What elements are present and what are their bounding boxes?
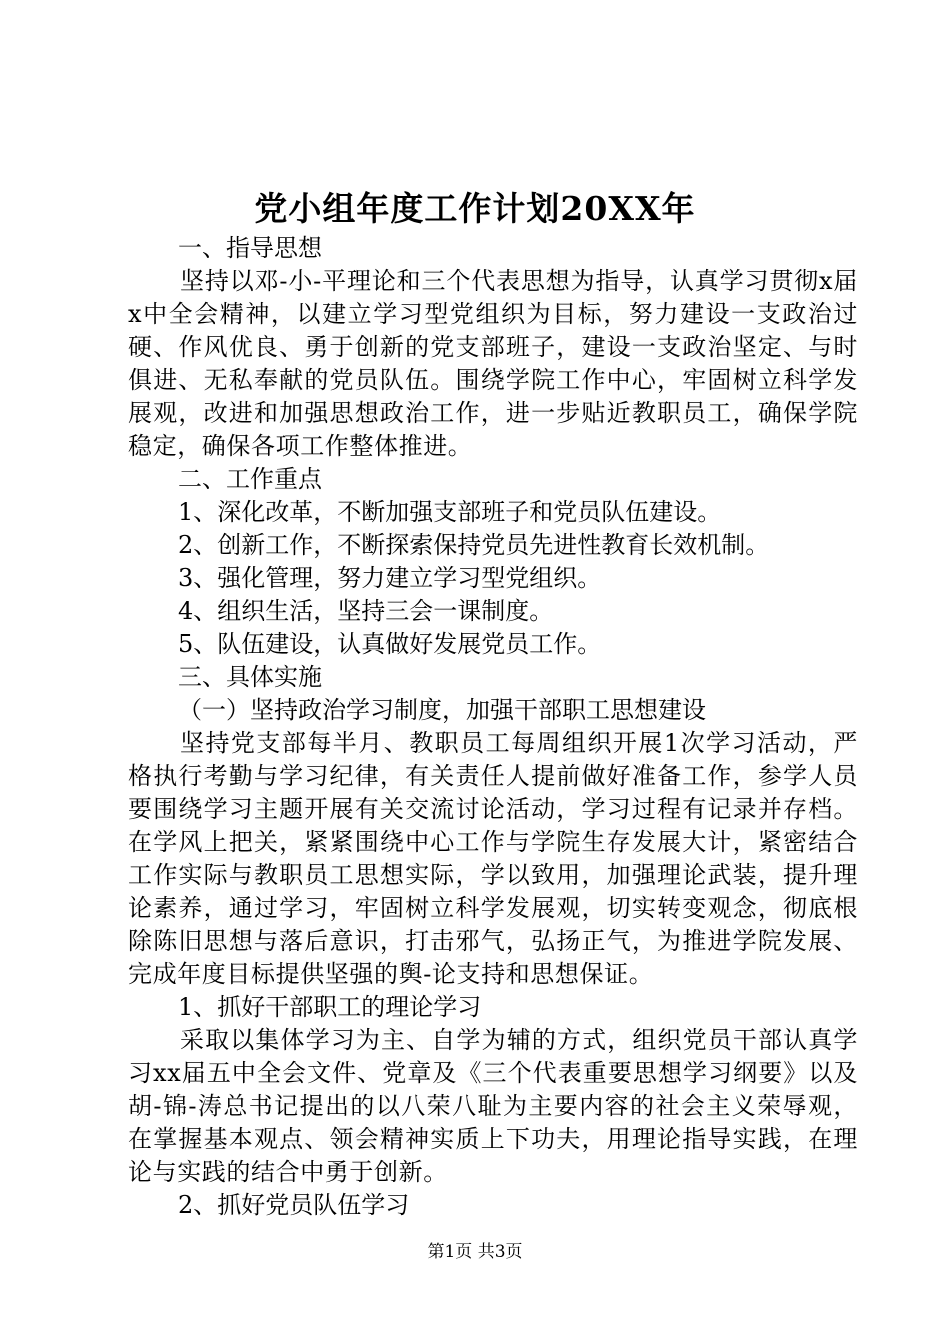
section-heading-work-focus: 二、工作重点	[178, 465, 322, 493]
list-item-focus-1: 1、深化改革，不断加强支部班子和党员队伍建设。	[178, 498, 722, 526]
item-heading-theory-study: 1、抓好干部职工的理论学习	[178, 993, 482, 1021]
list-item-focus-5: 5、队伍建设，认真做好发展党员工作。	[178, 630, 602, 658]
document-body	[128, 232, 858, 1222]
section-heading-guiding-ideology: 一、指导思想	[178, 234, 322, 262]
paragraph-political-study: 坚持党支部每半月、教职员工每周组织开展1次学习活动，严格执行考勤与学习纪律，有关责任人提前做好准备工作，参学人员要围绕学习主题开展有关交流讨论活动，学习过程有记录并存档。在学风上把关，紧紧围绕中心工作与学院生存发展大计，紧密结合工作实际与教职员工思想实际，学以致用，加强理论武装，提升理论素养，通过学习，牢固树立科学发展观，切实转变观念，彻底根除陈旧思想与落后意识，打击邪气，弘扬正气，为推进学院发展、完成年度目标提供坚强的舆-论支持和思想保证。	[128, 729, 858, 988]
paragraph-theory-study: 采取以集体学习为主、自学为辅的方式，组织党员干部认真学习xx届五中全会文件、党章及《三个代表重要思想学习纲要》以及胡-锦-涛总书记提出的以八荣八耻为主要内容的社会主义荣辱观，在掌握基本观点、领会精神实质上下功夫，用理论指导实践，在理论与实践的结合中勇于创新。	[128, 1026, 858, 1186]
document-title: 党小组年度工作计划20XX年	[254, 189, 696, 228]
list-item-focus-4: 4、组织生活，坚持三会一课制度。	[178, 597, 554, 625]
list-item-focus-2: 2、创新工作，不断探索保持党员先进性教育长效机制。	[178, 531, 770, 559]
section-heading-implementation: 三、具体实施	[178, 663, 322, 691]
item-heading-member-study: 2、抓好党员队伍学习	[178, 1191, 410, 1219]
page-number-footer: 第1页 共3页	[427, 1242, 523, 1262]
paragraph-guiding-ideology: 坚持以邓-小-平理论和三个代表思想为指导，认真学习贯彻x届x中全会精神，以建立学习型党组织为目标，努力建设一支政治过硬、作风优良、勇于创新的党支部班子，建设一支政治坚定、与时俱进、无私奉献的党员队伍。围绕学院工作中心，牢固树立科学发展观，改进和加强思想政治工作，进一步贴近教职员工，确保学院稳定，确保各项工作整体推进。	[128, 267, 858, 460]
list-item-focus-3: 3、强化管理，努力建立学习型党组织。	[178, 564, 602, 592]
subsection-heading-political-study: （一）坚持政治学习制度，加强干部职工思想建设	[178, 696, 706, 724]
